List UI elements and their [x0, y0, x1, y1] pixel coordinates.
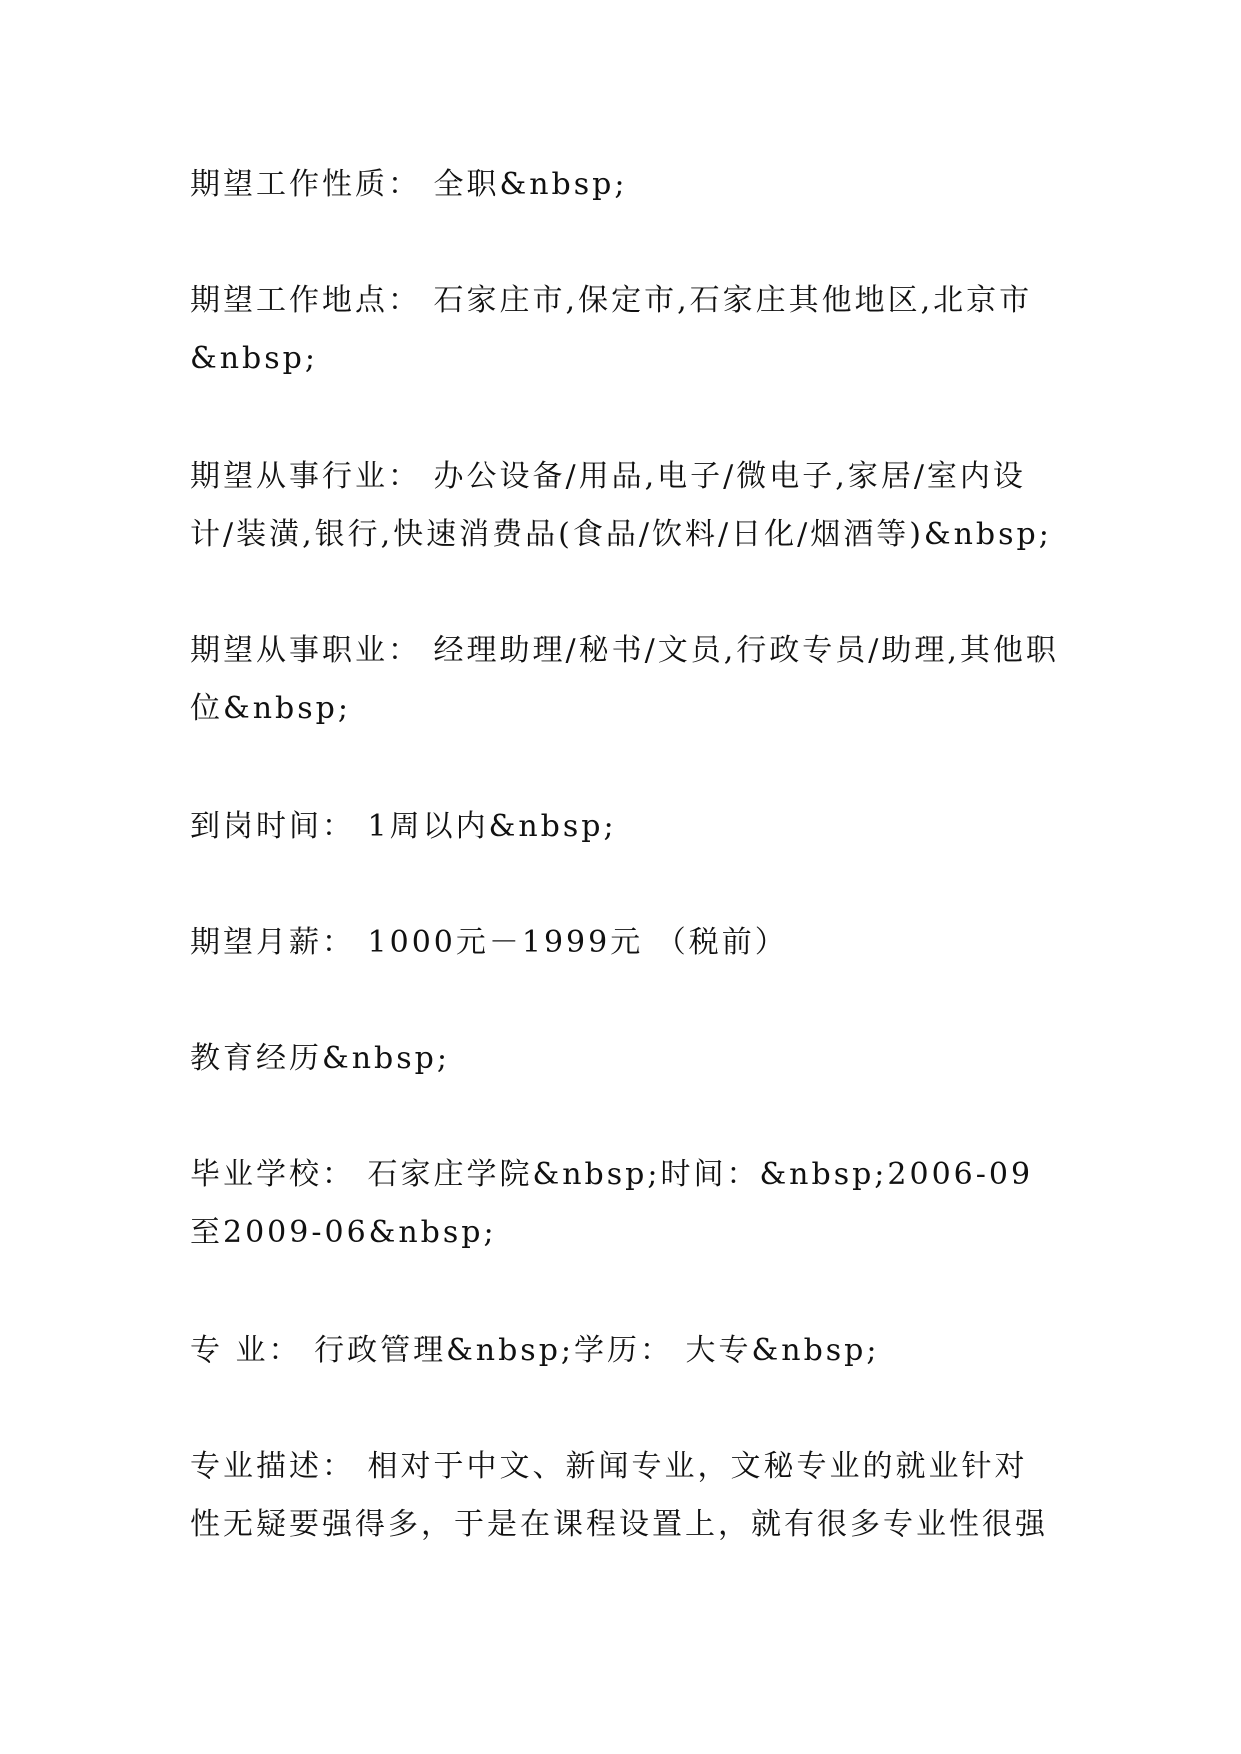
expected-industry: 期望从事行业： 办公设备/用品,电子/微电子,家居/室内设计/装潢,银行,快速消费品(食品/饮料/日化/烟酒等)&nbsp; [190, 459, 1052, 552]
education-heading: 教育经历&nbsp; [190, 1041, 450, 1076]
expected-salary: 期望月薪： 1000元－1999元 （税前） [190, 925, 788, 960]
expected-job-type: 期望工作性质： 全职&nbsp; [190, 167, 628, 202]
major-description: 专业描述： 相对于中文、新闻专业，文秘专业的就业针对性无疑要强得多，于是在课程设置上，就有很多专业性很强 [190, 1449, 1048, 1542]
expected-work-location: 期望工作地点： 石家庄市,保定市,石家庄其他地区,北京市&nbsp; [190, 283, 1033, 376]
availability-time: 到岗时间： 1周以内&nbsp; [190, 809, 617, 844]
expected-occupation: 期望从事职业： 经理助理/秘书/文员,行政专员/助理,其他职位&nbsp; [190, 633, 1059, 726]
graduation-school: 毕业学校： 石家庄学院&nbsp;时间：&nbsp;2006-09至2009-06&nbsp; [190, 1157, 1034, 1250]
major-and-degree: 专 业： 行政管理&nbsp;学历： 大专&nbsp; [190, 1333, 880, 1368]
